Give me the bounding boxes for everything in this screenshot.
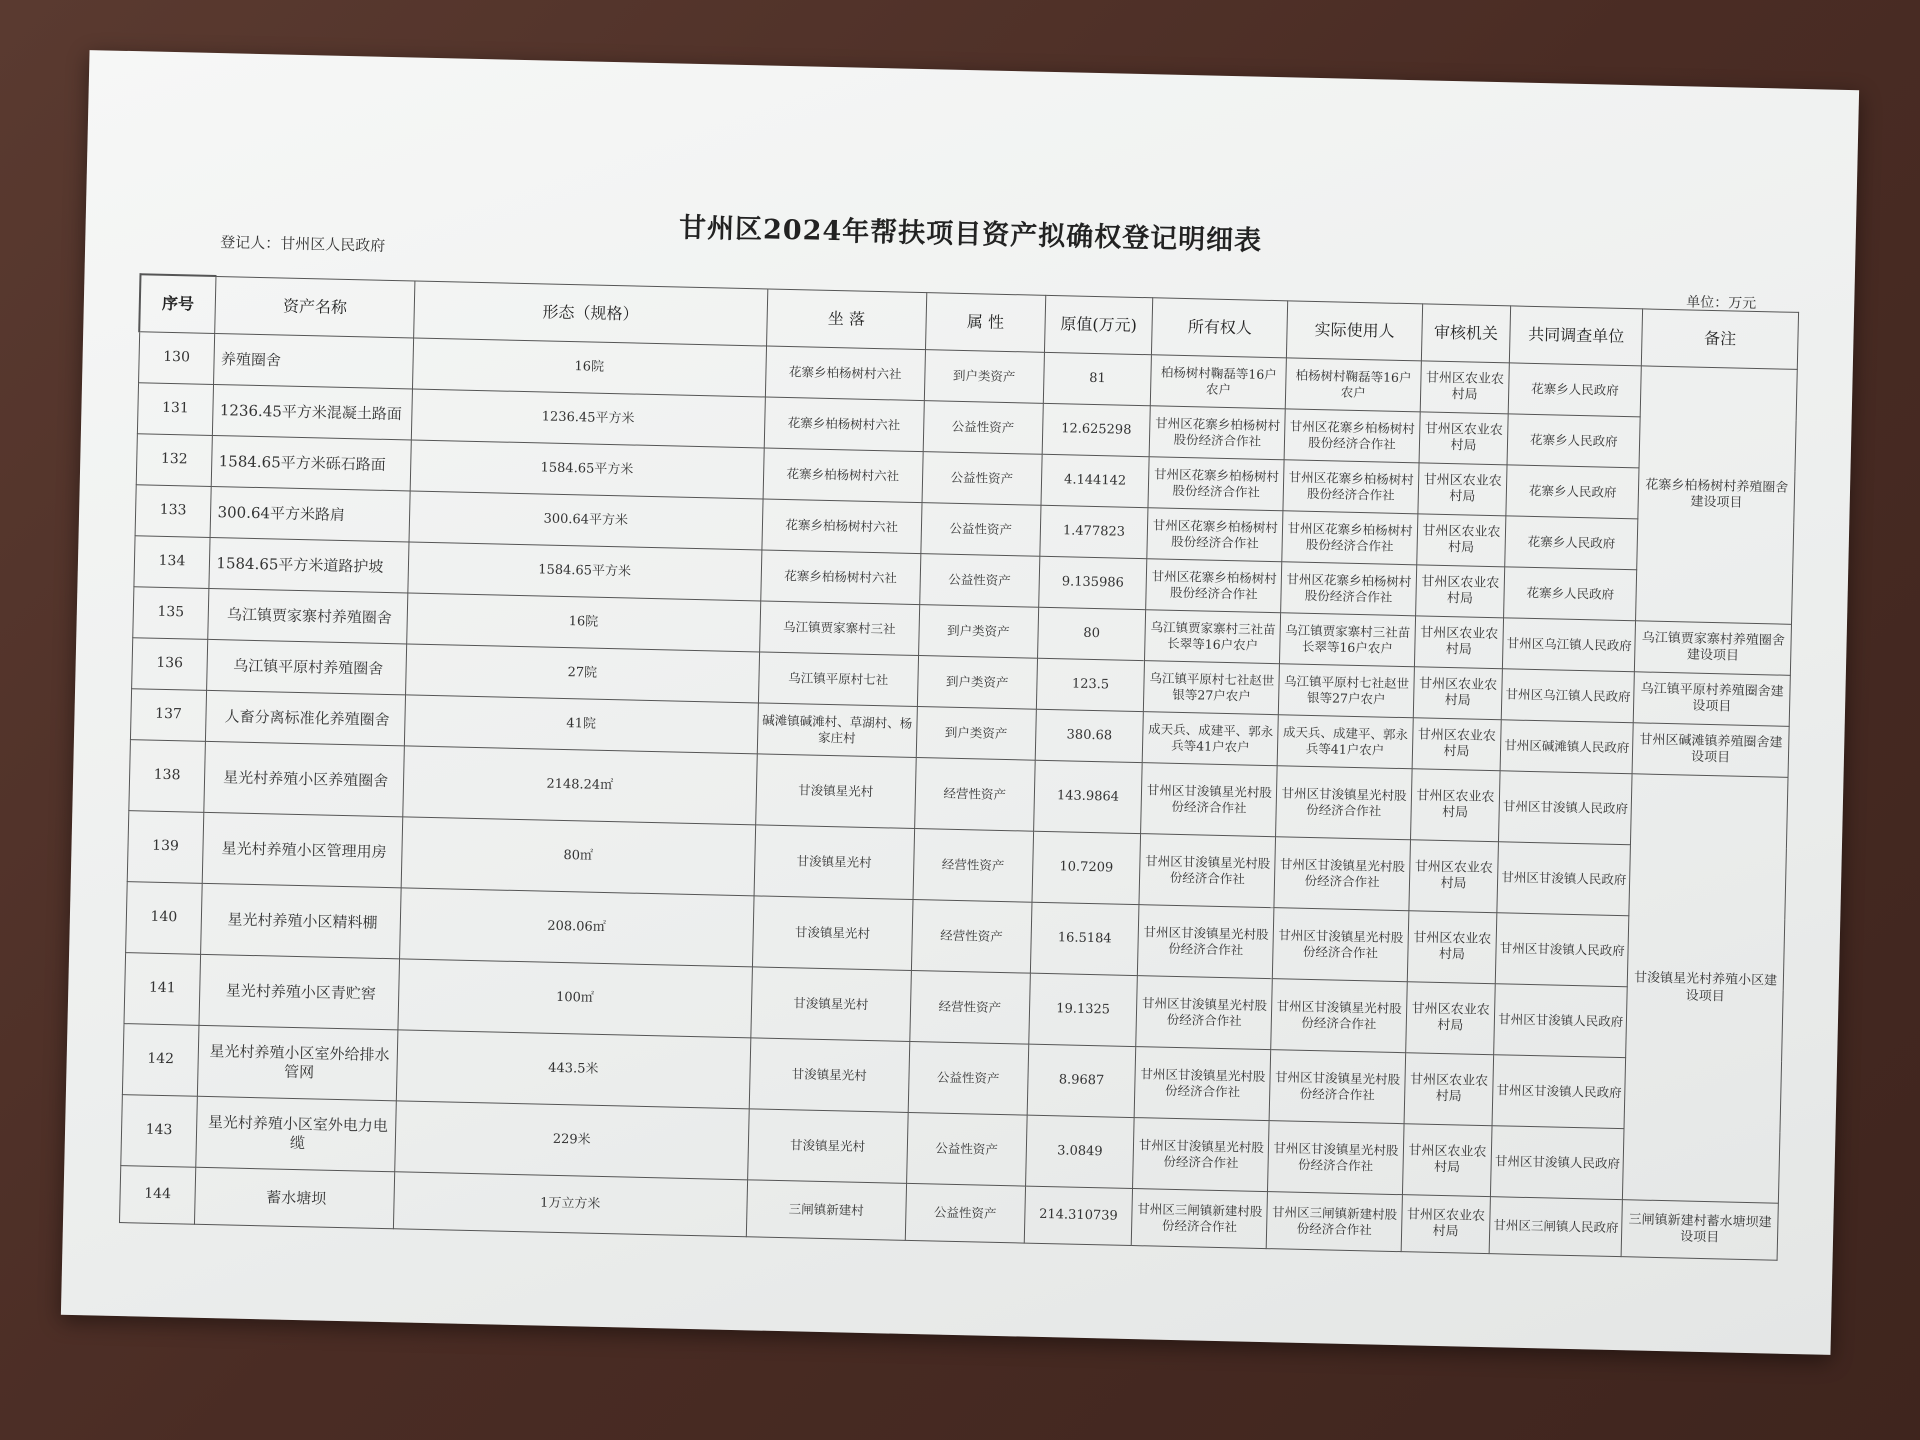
cell-note: 三闸镇新建村蓄水塘坝建设项目 xyxy=(1621,1200,1778,1261)
cell-user: 甘州区花寨乡柏杨树村股份经济合作社 xyxy=(1281,562,1417,616)
cell-user: 甘州区花寨乡柏杨树村股份经济合作社 xyxy=(1284,409,1420,463)
header-spec: 形态（规格） xyxy=(413,281,767,346)
cell-value: 214.310739 xyxy=(1024,1186,1133,1245)
cell-owner: 甘州区花寨乡柏杨树村股份经济合作社 xyxy=(1147,508,1283,562)
cell-user: 甘州区甘浚镇星光村股份经济合作社 xyxy=(1268,1121,1404,1195)
cell-asset-name: 星光村养殖小区养殖圈舍 xyxy=(204,741,404,816)
cell-spec: 1584.65平方米 xyxy=(408,542,762,601)
cell-attribute: 经营性资产 xyxy=(914,758,1034,832)
cell-note: 乌江镇贾家寨村养殖圈舍建设项目 xyxy=(1635,621,1792,676)
cell-value: 81 xyxy=(1043,352,1152,405)
header-asset-name: 资产名称 xyxy=(215,276,415,338)
header-seq: 序号 xyxy=(139,274,216,333)
cell-investigator: 甘州区甘浚镇人民政府 xyxy=(1495,913,1629,987)
cell-investigator: 甘州区乌江镇人民政府 xyxy=(1503,618,1636,672)
cell-asset-name: 1584.65平方米道路护坡 xyxy=(209,537,409,592)
cell-auditor: 甘州区农业农村局 xyxy=(1402,1124,1492,1197)
cell-user: 乌江镇贾家寨村三社苗长翠等16户农户 xyxy=(1280,613,1416,667)
cell-spec: 41院 xyxy=(404,695,758,754)
cell-spec: 1236.45平方米 xyxy=(411,389,765,448)
document-title: 甘州区2024年帮扶项目资产拟确权登记明细表 xyxy=(678,212,1263,257)
cell-attribute: 到户类资产 xyxy=(924,350,1044,404)
cell-seq: 132 xyxy=(136,434,213,487)
cell-owner: 乌江镇贾家寨村三社苗长翠等16户农户 xyxy=(1145,610,1281,664)
cell-asset-name: 星光村养殖小区管理用房 xyxy=(203,812,403,887)
cell-location: 花寨乡柏杨树村六社 xyxy=(762,499,922,554)
cell-value: 16.5184 xyxy=(1030,902,1139,975)
cell-spec: 208.06㎡ xyxy=(399,888,753,967)
cell-owner: 甘州区甘浚镇星光村股份经济合作社 xyxy=(1138,905,1274,979)
cell-owner: 甘州区花寨乡柏杨树村股份经济合作社 xyxy=(1150,406,1286,460)
asset-table xyxy=(118,273,1799,1260)
cell-seq: 131 xyxy=(137,383,214,436)
cell-user: 甘州区甘浚镇星光村股份经济合作社 xyxy=(1273,908,1409,982)
cell-investigator: 花寨乡人民政府 xyxy=(1504,567,1637,621)
unit-label: 单位：万元 xyxy=(1686,294,1757,312)
cell-seq: 143 xyxy=(120,1095,198,1168)
header-notes: 备注 xyxy=(1642,308,1799,369)
cell-investigator: 甘州区三闸镇人民政府 xyxy=(1489,1197,1623,1257)
cell-value: 123.5 xyxy=(1036,658,1145,711)
cell-investigator: 甘州区甘浚镇人民政府 xyxy=(1491,1126,1625,1200)
cell-asset-name: 星光村养殖小区室外电力电缆 xyxy=(196,1096,396,1171)
cell-user: 甘州区甘浚镇星光村股份经济合作社 xyxy=(1274,837,1410,911)
cell-auditor: 甘州区农业农村局 xyxy=(1413,667,1502,720)
cell-asset-name: 1236.45平方米混凝土路面 xyxy=(213,384,413,439)
header-original-value: 原值(万元) xyxy=(1044,295,1153,355)
cell-investigator: 甘州区碱滩镇人民政府 xyxy=(1500,720,1633,774)
cell-asset-name: 1584.65平方米砾石路面 xyxy=(212,435,412,490)
cell-user: 甘州区花寨乡柏杨树村股份经济合作社 xyxy=(1283,460,1419,514)
cell-auditor: 甘州区农业农村局 xyxy=(1404,1053,1494,1126)
cell-owner: 甘州区花寨乡柏杨树村股份经济合作社 xyxy=(1146,559,1282,613)
cell-attribute: 到户类资产 xyxy=(916,707,1036,761)
cell-seq: 133 xyxy=(135,485,212,538)
cell-attribute: 公益性资产 xyxy=(906,1112,1026,1186)
cell-location: 甘浚镇星光村 xyxy=(754,825,915,900)
cell-location: 三闸镇新建村 xyxy=(746,1180,906,1241)
cell-seq: 144 xyxy=(119,1166,196,1225)
cell-spec: 300.64平方米 xyxy=(409,491,763,550)
cell-asset-name: 星光村养殖小区青贮窖 xyxy=(199,954,399,1029)
cell-user: 甘州区甘浚镇星光村股份经济合作社 xyxy=(1271,979,1407,1053)
header-investigator: 共同调查单位 xyxy=(1509,305,1643,365)
cell-location: 甘浚镇星光村 xyxy=(755,754,916,829)
cell-asset-name: 星光村养殖小区精料棚 xyxy=(201,883,401,958)
cell-location: 甘浚镇星光村 xyxy=(750,967,911,1042)
cell-user: 甘州区甘浚镇星光村股份经济合作社 xyxy=(1276,766,1412,840)
cell-value: 8.9687 xyxy=(1027,1044,1136,1117)
cell-seq: 130 xyxy=(138,332,215,385)
cell-spec: 443.5米 xyxy=(396,1030,750,1109)
cell-seq: 142 xyxy=(122,1024,200,1097)
cell-spec: 80㎡ xyxy=(401,817,755,896)
cell-owner: 甘州区三闸镇新建村股份经济合作社 xyxy=(1132,1189,1268,1249)
cell-seq: 140 xyxy=(125,882,203,955)
cell-attribute: 公益性资产 xyxy=(922,452,1042,506)
cell-asset-name: 人畜分离标准化养殖圈舍 xyxy=(206,690,406,745)
cell-value: 10.7209 xyxy=(1032,831,1141,904)
cell-attribute: 经营性资产 xyxy=(911,899,1031,973)
cell-value: 19.1325 xyxy=(1028,973,1137,1046)
cell-note-group: 花寨乡柏杨树村养殖圈舍建设项目 xyxy=(1636,366,1797,624)
cell-owner: 甘州区甘浚镇星光村股份经济合作社 xyxy=(1133,1118,1269,1192)
cell-attribute: 公益性资产 xyxy=(920,554,1040,608)
cell-owner: 乌江镇平原村七社赵世银等27户农户 xyxy=(1144,661,1280,715)
cell-value: 9.135986 xyxy=(1038,556,1147,609)
cell-note: 乌江镇平原村养殖圈舍建设项目 xyxy=(1634,672,1791,727)
cell-auditor: 甘州区农业农村局 xyxy=(1407,911,1497,984)
cell-seq: 138 xyxy=(128,740,206,813)
cell-location: 乌江镇平原村七社 xyxy=(758,652,918,707)
header-attribute: 属 性 xyxy=(925,292,1045,352)
cell-spec: 27院 xyxy=(405,644,759,703)
cell-investigator: 甘州区甘浚镇人民政府 xyxy=(1497,842,1631,916)
cell-value: 143.9864 xyxy=(1033,760,1142,833)
cell-user: 甘州区花寨乡柏杨树村股份经济合作社 xyxy=(1282,511,1418,565)
cell-user: 乌江镇平原村七社赵世银等27户农户 xyxy=(1278,664,1414,718)
cell-location: 花寨乡柏杨树村六社 xyxy=(764,397,924,452)
cell-auditor: 甘州区农业农村局 xyxy=(1416,565,1505,618)
cell-auditor: 甘州区农业农村局 xyxy=(1412,718,1501,771)
cell-spec: 2148.24㎡ xyxy=(403,746,757,825)
cell-investigator: 花寨乡人民政府 xyxy=(1507,414,1640,468)
cell-investigator: 甘州区甘浚镇人民政府 xyxy=(1492,1055,1626,1129)
cell-spec: 16院 xyxy=(412,338,766,397)
cell-asset-name: 养殖圈舍 xyxy=(214,334,414,389)
cell-seq: 141 xyxy=(123,953,201,1026)
cell-investigator: 花寨乡人民政府 xyxy=(1508,363,1641,417)
cell-investigator: 花寨乡人民政府 xyxy=(1506,465,1639,519)
cell-attribute: 公益性资产 xyxy=(923,401,1043,455)
cell-asset-name: 300.64平方米路肩 xyxy=(210,486,410,541)
header-auditor: 审核机关 xyxy=(1421,303,1510,362)
cell-location: 乌江镇贾家寨村三社 xyxy=(759,601,919,656)
cell-spec: 100㎡ xyxy=(398,959,752,1038)
cell-owner: 甘州区甘浚镇星光村股份经济合作社 xyxy=(1139,834,1275,908)
cell-attribute: 经营性资产 xyxy=(913,828,1033,902)
cell-investigator: 甘州区甘浚镇人民政府 xyxy=(1499,771,1633,845)
cell-owner: 甘州区甘浚镇星光村股份经济合作社 xyxy=(1136,976,1272,1050)
cell-user: 柏杨树村鞠磊等16户农户 xyxy=(1285,358,1421,412)
cell-value: 3.0849 xyxy=(1025,1115,1134,1188)
registrant-label: 登记人：甘州区人民政府 xyxy=(220,233,386,255)
cell-attribute: 经营性资产 xyxy=(910,970,1030,1044)
cell-asset-name: 乌江镇平原村养殖圈舍 xyxy=(207,639,407,694)
cell-note: 甘州区碱滩镇养殖圈舍建设项目 xyxy=(1632,723,1789,778)
cell-value: 12.625298 xyxy=(1042,403,1151,456)
cell-attribute: 公益性资产 xyxy=(921,503,1041,557)
cell-asset-name: 蓄水塘坝 xyxy=(195,1167,395,1228)
cell-auditor: 甘州区农业农村局 xyxy=(1414,616,1503,669)
header-actual-user: 实际使用人 xyxy=(1287,300,1423,361)
cell-owner: 柏杨树村鞠磊等16户农户 xyxy=(1151,355,1287,409)
cell-investigator: 花寨乡人民政府 xyxy=(1505,516,1638,570)
cell-owner: 甘州区甘浚镇星光村股份经济合作社 xyxy=(1135,1047,1271,1121)
cell-value: 4.144142 xyxy=(1041,454,1150,507)
cell-investigator: 甘州区甘浚镇人民政府 xyxy=(1494,984,1628,1058)
cell-location: 甘浚镇星光村 xyxy=(752,896,913,971)
cell-spec: 229米 xyxy=(395,1101,749,1180)
cell-user: 甘州区三闸镇新建村股份经济合作社 xyxy=(1266,1192,1402,1252)
cell-attribute: 公益性资产 xyxy=(908,1041,1028,1115)
cell-owner: 甘州区甘浚镇星光村股份经济合作社 xyxy=(1141,763,1277,837)
cell-location: 花寨乡柏杨树村六社 xyxy=(760,550,920,605)
cell-seq: 137 xyxy=(130,689,207,742)
cell-spec: 1584.65平方米 xyxy=(410,440,764,499)
cell-seq: 134 xyxy=(133,536,210,589)
cell-note-group: 甘浚镇星光村养殖小区建设项目 xyxy=(1623,774,1788,1203)
header-location: 坐 落 xyxy=(766,289,926,350)
cell-auditor: 甘州区农业农村局 xyxy=(1419,412,1508,465)
cell-attribute: 到户类资产 xyxy=(917,656,1037,710)
cell-auditor: 甘州区农业农村局 xyxy=(1406,982,1496,1055)
cell-seq: 135 xyxy=(132,587,209,640)
cell-investigator: 甘州区乌江镇人民政府 xyxy=(1501,669,1634,723)
cell-spec: 16院 xyxy=(407,593,761,652)
cell-owner: 甘州区花寨乡柏杨树村股份经济合作社 xyxy=(1148,457,1284,511)
cell-owner: 成天兵、成建平、郭永兵等41户农户 xyxy=(1143,712,1279,766)
cell-value: 380.68 xyxy=(1035,709,1144,762)
cell-asset-name: 星光村养殖小区室外给排水管网 xyxy=(198,1025,398,1100)
cell-seq: 136 xyxy=(131,638,208,691)
cell-location: 碱滩镇碱滩村、草湖村、杨家庄村 xyxy=(757,703,917,758)
cell-user: 甘州区甘浚镇星光村股份经济合作社 xyxy=(1269,1050,1405,1124)
cell-location: 花寨乡柏杨树村六社 xyxy=(763,448,923,503)
header-owner: 所有权人 xyxy=(1152,297,1288,358)
cell-spec: 1万立方米 xyxy=(393,1172,747,1237)
cell-auditor: 甘州区农业农村局 xyxy=(1409,840,1499,913)
cell-value: 1.477823 xyxy=(1040,505,1149,558)
cell-seq: 139 xyxy=(127,811,205,884)
cell-attribute: 到户类资产 xyxy=(918,605,1038,659)
cell-auditor: 甘州区农业农村局 xyxy=(1418,463,1507,516)
cell-auditor: 甘州区农业农村局 xyxy=(1417,514,1506,567)
cell-value: 80 xyxy=(1037,607,1146,660)
cell-location: 甘浚镇星光村 xyxy=(747,1109,908,1184)
cell-asset-name: 乌江镇贾家寨村养殖圈舍 xyxy=(208,588,408,643)
cell-location: 甘浚镇星光村 xyxy=(749,1038,910,1113)
cell-location: 花寨乡柏杨树村六社 xyxy=(765,346,925,401)
cell-auditor: 甘州区农业农村局 xyxy=(1401,1195,1490,1254)
cell-auditor: 甘州区农业农村局 xyxy=(1420,361,1509,414)
document-sheet xyxy=(61,50,1859,1355)
cell-user: 成天兵、成建平、郭永兵等41户农户 xyxy=(1277,715,1413,769)
cell-auditor: 甘州区农业农村局 xyxy=(1410,769,1500,842)
cell-attribute: 公益性资产 xyxy=(905,1183,1025,1243)
